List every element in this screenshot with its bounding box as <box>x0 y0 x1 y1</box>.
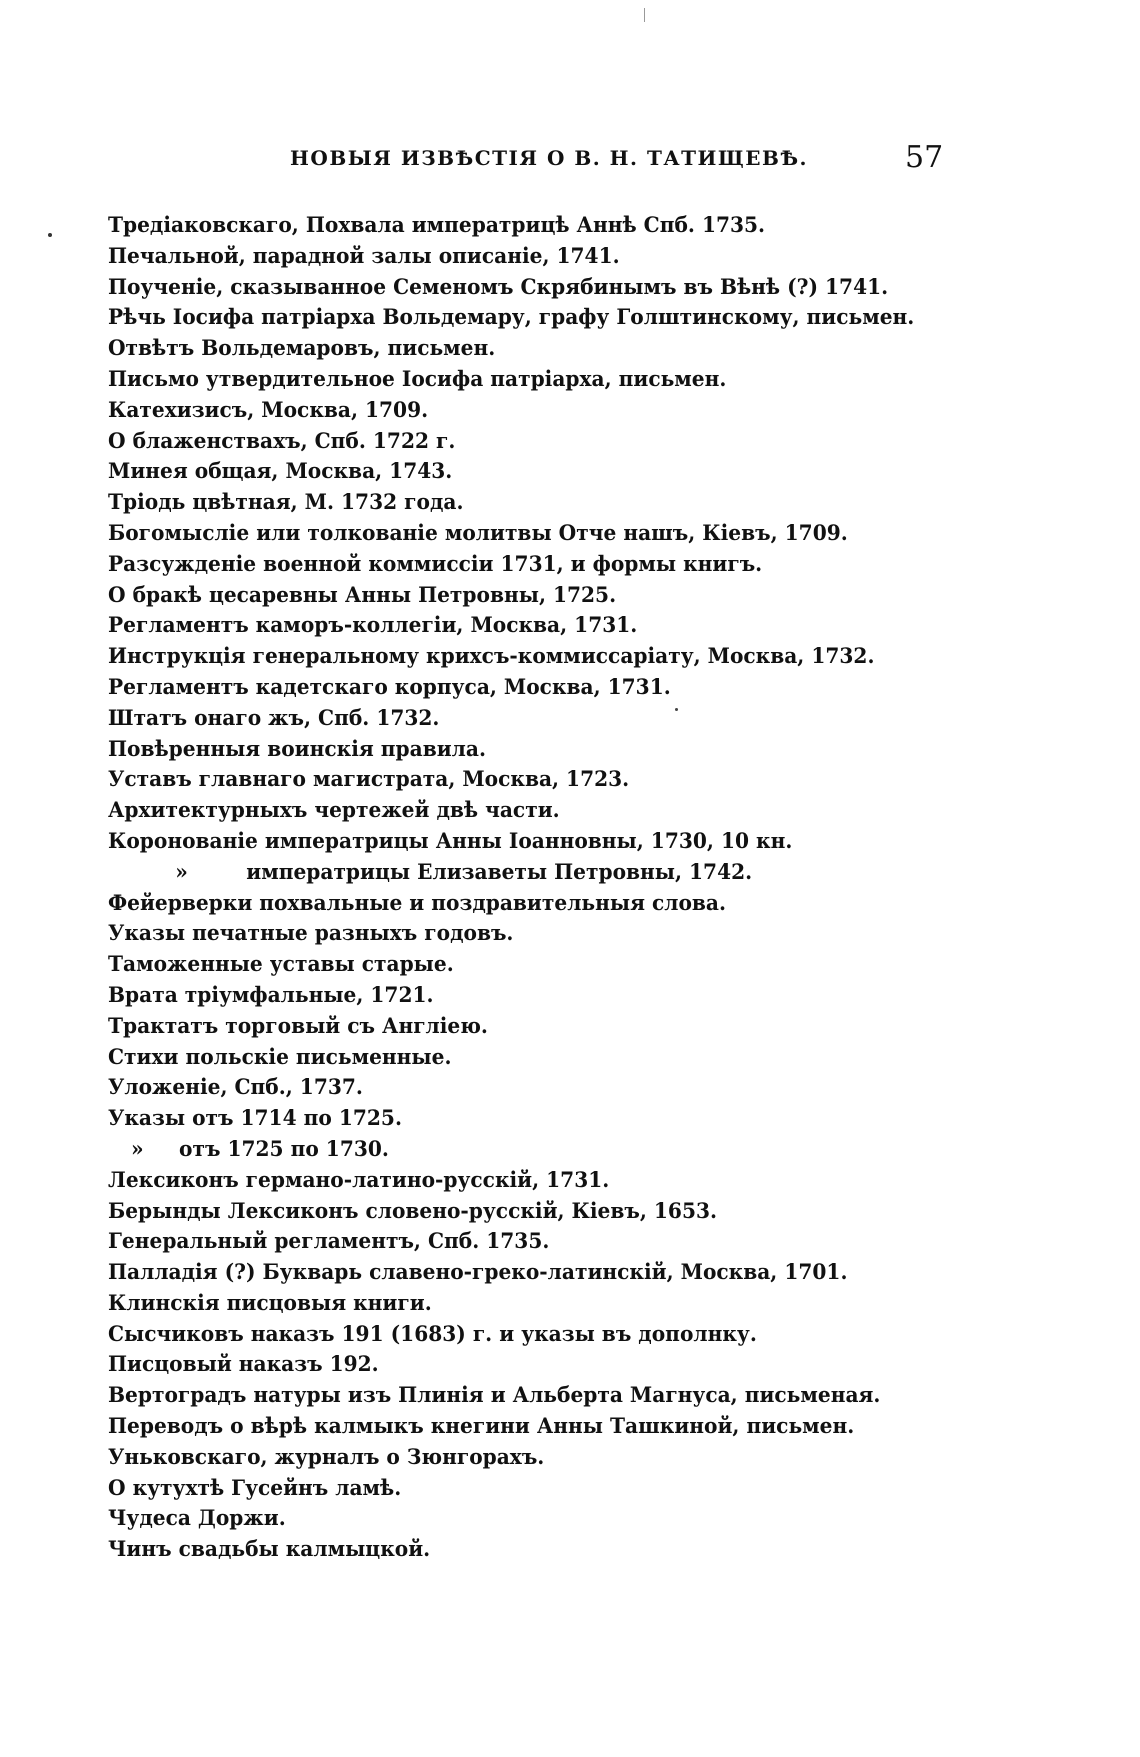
entry-text: Берынды Лексиконъ словено-русскій, Кіевъ, 1653. <box>108 1197 718 1223</box>
entry-text: Повѣренныя воинскія правила. <box>108 735 486 761</box>
entry-text: Врата тріумфальные, 1721. <box>108 981 434 1007</box>
entry-text: Отвѣтъ Вольдемаровъ, письмен. <box>108 335 496 361</box>
list-item <box>108 1503 895 1534</box>
list-item <box>108 1011 895 1042</box>
ditto-mark: » <box>175 858 188 884</box>
entry-text: Катехизисъ, Москва, 1709. <box>108 396 429 422</box>
entry-text: отъ 1725 по 1730. <box>179 1135 389 1161</box>
list-item <box>108 641 895 672</box>
list-item <box>108 395 895 426</box>
list-item <box>108 795 895 826</box>
list-item <box>108 210 895 241</box>
list-item <box>108 364 895 395</box>
list-item <box>108 1226 895 1257</box>
list-item <box>108 703 895 734</box>
bibliography-list <box>108 210 928 1565</box>
entry-text: О кутухтѣ Гусейнъ ламѣ. <box>108 1474 402 1500</box>
list-item <box>108 734 895 765</box>
entry-text: Уложеніе, Спб., 1737. <box>108 1074 363 1100</box>
list-item <box>108 1380 895 1411</box>
entry-text: Архитектурныхъ чертежей двѣ части. <box>108 797 560 823</box>
entry-text: О блаженствахъ, Спб. 1722 г. <box>108 427 456 453</box>
entry-text: Сысчиковъ наказъ 191 (1683) г. и указы въ дополнку. <box>108 1320 757 1346</box>
list-item <box>108 857 895 888</box>
list-item <box>108 918 895 949</box>
list-item <box>108 826 895 857</box>
entry-text: Письмо утвердительное Іосифа патріарха, письмен. <box>108 365 727 391</box>
entry-text: Генеральный регламентъ, Спб. 1735. <box>108 1228 550 1254</box>
list-item <box>108 272 895 303</box>
entry-text: Минея общая, Москва, 1743. <box>108 458 453 484</box>
list-item <box>108 1196 895 1227</box>
entry-text: Регламентъ каморъ-коллегіи, Москва, 1731. <box>108 612 638 638</box>
list-item <box>108 949 895 980</box>
entry-text: императрицы Елизаветы Петровны, 1742. <box>246 858 753 884</box>
list-item <box>108 764 895 795</box>
entry-text: Коронованіе императрицы Анны Іоанновны, 1730, 10 кн. <box>108 827 793 853</box>
list-item <box>108 1534 895 1565</box>
entry-text: Уставъ главнаго магистрата, Москва, 1723. <box>108 766 630 792</box>
list-item <box>108 1103 895 1134</box>
margin-dot <box>48 233 52 237</box>
list-item <box>108 426 895 457</box>
list-item <box>108 549 895 580</box>
list-item <box>108 1442 895 1473</box>
ditto-mark: » <box>131 1135 144 1161</box>
list-item <box>108 610 895 641</box>
entry-text: Указы печатные разныхъ годовъ. <box>108 920 514 946</box>
entry-text: Рѣчь Іосифа патріарха Вольдемару, графу Голштинскому, письмен. <box>108 304 915 330</box>
entry-text: Чинъ свадьбы калмыцкой. <box>108 1536 431 1562</box>
entry-text: Уньковскаго, журналъ о Зюнгорахъ. <box>108 1443 545 1469</box>
entry-text: Таможенные уставы старые. <box>108 951 454 977</box>
list-item <box>108 980 895 1011</box>
entry-text: Трактатъ торговый съ Англіею. <box>108 1012 488 1038</box>
list-item <box>108 1257 895 1288</box>
entry-text: Клинскія писцовыя книги. <box>108 1289 432 1315</box>
page-number: 57 <box>905 140 944 175</box>
list-item <box>108 672 895 703</box>
list-item <box>108 888 895 919</box>
list-item <box>108 1319 895 1350</box>
list-item <box>108 1473 895 1504</box>
list-item <box>108 487 895 518</box>
entry-text: Поученіе, сказыванное Семеномъ Скрябинымъ въ Вѣнѣ (?) 1741. <box>108 273 889 299</box>
entry-text: Богомысліе или толкованіе молитвы Отче нашъ, Кіевъ, 1709. <box>108 519 848 545</box>
entry-text: Тредіаковскаго, Похвала императрицѣ Аннѣ Спб. 1735. <box>108 212 766 237</box>
list-item <box>108 580 895 611</box>
entry-text: Печальной, парадной залы описаніе, 1741. <box>108 242 620 268</box>
list-item <box>108 1042 895 1073</box>
entry-text: Палладія (?) Букварь славено-греко-латинскій, Москва, 1701. <box>108 1259 848 1285</box>
entry-text: Штатъ онаго жъ, Спб. 1732. <box>108 704 440 730</box>
entry-text: Разсужденіе военной коммиссіи 1731, и формы книгъ. <box>108 550 763 576</box>
entry-text: Вертоградъ натуры изъ Плинія и Альберта Магнуса, письменая. <box>108 1382 881 1408</box>
entry-text: Переводъ о вѣрѣ калмыкъ кнегини Анны Ташкиной, письмен. <box>108 1413 855 1439</box>
list-item <box>108 333 895 364</box>
list-item <box>108 302 915 333</box>
list-item <box>108 1411 895 1442</box>
running-title: НОВЫЯ ИЗВѢСТІЯ О В. Н. ТАТИЩЕВѢ. <box>290 146 809 170</box>
entry-text: Писцовый наказъ 192. <box>108 1351 379 1377</box>
list-item <box>108 1134 895 1165</box>
list-item <box>108 456 895 487</box>
entry-text: Тріодь цвѣтная, М. 1732 года. <box>108 489 464 515</box>
entry-text: Чудеса Доржи. <box>108 1505 286 1531</box>
list-item <box>108 1288 895 1319</box>
entry-text: Инструкція генеральному крихсъ-коммиссаріату, Москва, 1732. <box>108 643 875 669</box>
entry-text: Фейерверки похвальные и поздравительныя слова. <box>108 889 727 915</box>
list-item <box>108 1165 895 1196</box>
list-item <box>108 1072 895 1103</box>
entry-text: Стихи польскіе письменные. <box>108 1043 452 1069</box>
entry-text: Лексиконъ германо-латино-русскій, 1731. <box>108 1166 610 1192</box>
list-item <box>108 241 895 272</box>
list-item <box>108 1349 895 1380</box>
list-item <box>108 518 895 549</box>
entry-text: О бракѣ цесаревны Анны Петровны, 1725. <box>108 581 617 607</box>
scan-mark <box>644 8 645 22</box>
entry-text: Указы отъ 1714 по 1725. <box>108 1105 402 1131</box>
entry-text: Регламентъ кадетскаго корпуса, Москва, 1731. <box>108 673 671 699</box>
